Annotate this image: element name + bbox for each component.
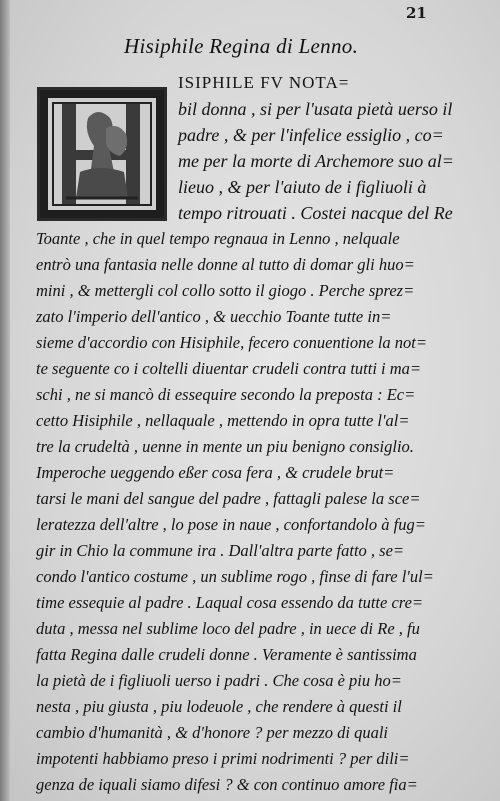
text-line: ISIPHILE FV NOTA=: [178, 73, 350, 92]
text-line: cambio d'humanità , & d'honore ? per mezzo di quali: [36, 723, 389, 742]
text-line: schi , ne si mancò di essequire secondo la preposta : Ec=: [36, 385, 416, 404]
text-line: fatta Regina dalle crudeli donne . Veramente è santissima: [36, 645, 417, 664]
page-gutter-shadow: [0, 0, 10, 801]
text-line: sieme d'accordio con Hisiphile, fecero conuentione la not=: [36, 333, 428, 352]
text-line: time essequie al padre . Laqual cosa essendo da tutte cre=: [36, 593, 424, 612]
text-line: nesta , piu giusta , piu lodeuole , che rendere à questi il: [36, 697, 402, 716]
text-line: lieuo , & per l'aiuto de i figliuoli à: [178, 177, 427, 197]
text-line: condo l'antico costume , un sublime rogo , finse di fare l'ul=: [36, 567, 434, 586]
running-title: Hisiphile Regina di Lenno.: [124, 34, 359, 58]
text-line: te seguente co i coltelli diuentar crudeli contra tutti i ma=: [36, 359, 422, 378]
text-line: tempo ritrouati . Costei nacque del Re: [178, 203, 453, 223]
text-line: la pietà de i figliuoli uerso i padri . Che cosa è piu ho=: [36, 671, 402, 690]
text-line: entrò una fantasia nelle donne al tutto di domar gli huo=: [36, 255, 415, 274]
decorated-initial-woodcut: [40, 90, 164, 218]
text-line: duta , messa nel sublime loco del padre , in uece di Re , fu: [36, 619, 420, 638]
text-line: genza de iquali siamo difesi ? & con continuo amore fia=: [36, 775, 418, 794]
text-line: mini , & mettergli col collo sotto il giogo . Perche sprez=: [36, 281, 415, 300]
text-line: me per la morte di Archemore suo al=: [178, 151, 454, 171]
text-line: leratezza dell'altre , lo pose in naue , confortandolo à fug=: [36, 515, 426, 534]
page-number: 21: [406, 4, 427, 22]
text-line: zato l'imperio dell'antico , & uecchio Toante tutte in=: [36, 307, 392, 326]
text-line: tarsi le mani del sangue del padre , fattagli palese la sce=: [36, 489, 421, 508]
text-line: padre , & per l'infelice essiglio , co=: [178, 125, 444, 145]
text-line: Imperoche ueggendo eßer cosa fera , & crudele brut=: [36, 463, 395, 482]
text-line: tre la crudeltà , uenne in mente un piu benigno consiglio.: [36, 437, 414, 456]
woodcut-illustration: [48, 98, 156, 210]
text-line: cetto Hisiphile , nellaquale , mettendo in opra tutte l'al=: [36, 411, 410, 430]
text-line: bil donna , si per l'usata pietà uerso il: [178, 99, 453, 119]
text-line: Toante , che in quel tempo regnaua in Lenno , nelquale: [36, 229, 400, 248]
text-line: gir in Chio la commune ira . Dall'altra parte fatto , se=: [36, 541, 405, 560]
text-line: impotenti habbiamo preso i primi nodrimenti ? per dili=: [36, 749, 410, 768]
woodcut-panel: [48, 98, 156, 210]
